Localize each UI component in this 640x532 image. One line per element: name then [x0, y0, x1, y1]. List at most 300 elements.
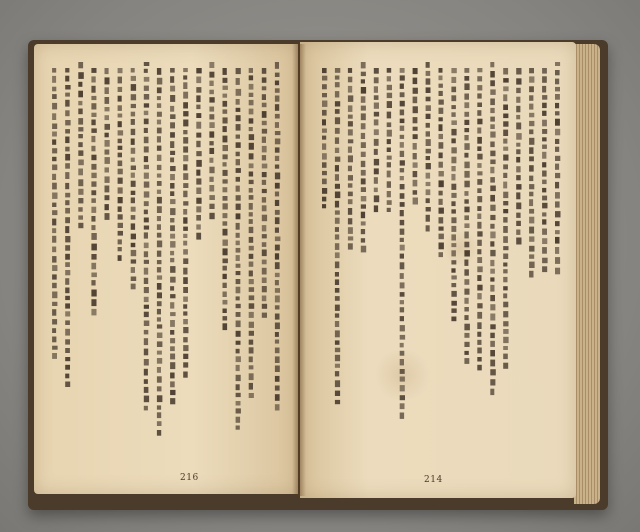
illegible-glyph: [439, 243, 444, 250]
illegible-glyph: [503, 217, 507, 223]
illegible-glyph: [400, 101, 405, 107]
illegible-glyph: [503, 201, 508, 205]
illegible-glyph: [516, 88, 521, 93]
illegible-glyph: [387, 68, 392, 73]
illegible-glyph: [516, 78, 521, 84]
illegible-glyph: [196, 141, 200, 147]
illegible-glyph: [439, 252, 444, 257]
illegible-glyph: [439, 191, 443, 196]
illegible-glyph: [262, 242, 267, 247]
illegible-glyph: [374, 139, 379, 146]
illegible-glyph: [400, 413, 404, 419]
illegible-glyph: [183, 102, 188, 108]
illegible-glyph: [262, 197, 266, 203]
illegible-glyph: [131, 284, 136, 290]
illegible-glyph: [426, 123, 430, 128]
illegible-glyph: [131, 104, 136, 108]
illegible-glyph: [529, 68, 534, 73]
illegible-glyph: [262, 146, 267, 153]
illegible-glyph: [490, 215, 495, 220]
illegible-glyph: [490, 250, 495, 256]
illegible-glyph: [387, 139, 391, 144]
illegible-glyph: [400, 184, 405, 189]
illegible-glyph: [413, 190, 418, 195]
illegible-glyph: [477, 171, 482, 175]
illegible-glyph: [348, 183, 353, 187]
illegible-glyph: [361, 133, 365, 139]
illegible-glyph: [451, 226, 456, 232]
illegible-glyph: [542, 76, 547, 83]
illegible-glyph: [322, 162, 327, 168]
illegible-glyph: [490, 186, 496, 192]
illegible-glyph: [503, 226, 508, 233]
illegible-glyph: [374, 159, 379, 166]
illegible-glyph: [52, 283, 57, 288]
illegible-glyph: [105, 107, 110, 111]
illegible-glyph: [157, 341, 163, 347]
illegible-glyph: [516, 149, 520, 154]
illegible-glyph: [555, 103, 559, 108]
illegible-glyph: [170, 225, 175, 231]
illegible-glyph: [236, 142, 241, 148]
illegible-glyph: [144, 396, 149, 403]
illegible-glyph: [170, 362, 175, 369]
illegible-glyph: [439, 162, 443, 168]
illegible-glyph: [78, 169, 83, 176]
illegible-glyph: [262, 225, 267, 231]
illegible-glyph: [335, 184, 340, 189]
illegible-glyph: [183, 304, 187, 308]
illegible-glyph: [105, 87, 109, 94]
illegible-glyph: [413, 117, 418, 123]
illegible-glyph: [503, 236, 508, 243]
illegible-glyph: [542, 120, 547, 127]
illegible-glyph: [275, 81, 279, 86]
illegible-glyph: [118, 223, 123, 228]
illegible-glyph: [413, 171, 418, 177]
illegible-glyph: [170, 151, 175, 155]
illegible-glyph: [249, 246, 254, 251]
illegible-glyph: [361, 187, 366, 192]
illegible-glyph: [335, 321, 339, 327]
illegible-glyph: [157, 128, 162, 134]
illegible-glyph: [91, 103, 96, 109]
illegible-glyph: [361, 96, 366, 103]
illegible-glyph: [262, 103, 267, 108]
illegible-glyph: [183, 362, 188, 367]
illegible-glyph: [131, 84, 136, 91]
illegible-glyph: [52, 139, 56, 144]
illegible-glyph: [144, 369, 148, 376]
illegible-glyph: [348, 86, 352, 93]
illegible-glyph: [183, 311, 187, 315]
illegible-glyph: [387, 171, 391, 178]
illegible-glyph: [335, 371, 339, 376]
illegible-glyph: [236, 312, 241, 317]
illegible-glyph: [439, 76, 443, 81]
illegible-glyph: [542, 196, 547, 201]
illegible-glyph: [451, 166, 455, 171]
illegible-glyph: [464, 307, 469, 312]
illegible-glyph: [490, 117, 495, 122]
illegible-glyph: [65, 303, 70, 308]
illegible-glyph: [236, 99, 240, 105]
illegible-glyph: [542, 103, 547, 108]
illegible-glyph: [464, 112, 469, 117]
illegible-glyph: [249, 295, 255, 300]
illegible-glyph: [374, 195, 379, 202]
illegible-glyph: [490, 142, 494, 148]
illegible-glyph: [157, 292, 162, 298]
illegible-glyph: [183, 287, 188, 293]
illegible-glyph: [196, 77, 201, 84]
illegible-glyph: [490, 341, 495, 347]
illegible-glyph: [426, 156, 430, 160]
illegible-glyph: [183, 354, 188, 359]
illegible-glyph: [196, 95, 200, 102]
illegible-glyph: [335, 288, 340, 293]
illegible-glyph: [348, 208, 352, 215]
illegible-glyph: [275, 210, 280, 215]
illegible-glyph: [322, 119, 326, 125]
illegible-glyph: [439, 124, 443, 131]
illegible-glyph: [170, 132, 175, 138]
illegible-glyph: [335, 364, 340, 368]
illegible-glyph: [464, 242, 469, 248]
illegible-glyph: [249, 254, 254, 259]
illegible-glyph: [400, 68, 405, 73]
illegible-glyph: [490, 167, 494, 174]
illegible-glyph: [400, 377, 405, 382]
illegible-glyph: [439, 208, 444, 214]
illegible-glyph: [196, 151, 201, 156]
illegible-glyph: [490, 295, 495, 301]
illegible-glyph: [361, 72, 366, 76]
illegible-glyph: [275, 288, 280, 293]
illegible-glyph: [157, 181, 162, 186]
illegible-glyph: [209, 148, 214, 154]
illegible-glyph: [236, 195, 241, 201]
illegible-glyph: [451, 147, 456, 153]
illegible-glyph: [529, 192, 533, 197]
illegible-glyph: [223, 229, 228, 236]
illegible-glyph: [413, 153, 417, 159]
illegible-glyph: [196, 188, 201, 195]
illegible-glyph: [439, 234, 444, 240]
illegible-glyph: [555, 87, 560, 92]
illegible-glyph: [335, 243, 339, 250]
illegible-glyph: [170, 373, 175, 379]
illegible-glyph: [275, 131, 281, 135]
illegible-glyph: [451, 260, 456, 264]
illegible-glyph: [503, 209, 508, 213]
illegible-glyph: [361, 113, 366, 120]
illegible-glyph: [118, 96, 122, 102]
illegible-glyph: [426, 173, 431, 179]
illegible-glyph: [516, 175, 521, 180]
illegible-glyph: [335, 82, 340, 87]
illegible-glyph: [236, 349, 240, 354]
illegible-glyph: [361, 152, 366, 157]
illegible-glyph: [262, 68, 267, 74]
illegible-glyph: [170, 86, 175, 92]
illegible-glyph: [209, 122, 214, 128]
illegible-glyph: [529, 271, 533, 278]
illegible-glyph: [374, 112, 379, 117]
illegible-glyph: [516, 230, 520, 235]
illegible-glyph: [183, 164, 187, 170]
illegible-glyph: [52, 328, 56, 333]
illegible-glyph: [490, 232, 495, 239]
illegible-glyph: [464, 181, 469, 188]
illegible-glyph: [183, 249, 188, 254]
illegible-glyph: [275, 262, 280, 269]
illegible-glyph: [157, 224, 161, 230]
illegible-glyph: [196, 68, 201, 73]
illegible-glyph: [335, 340, 340, 344]
illegible-glyph: [490, 71, 495, 78]
illegible-glyph: [451, 308, 456, 313]
illegible-glyph: [490, 205, 495, 211]
illegible-glyph: [464, 128, 469, 132]
illegible-glyph: [157, 103, 161, 108]
illegible-glyph: [275, 156, 279, 161]
illegible-glyph: [249, 134, 254, 140]
illegible-glyph: [157, 351, 162, 355]
illegible-glyph: [439, 134, 444, 139]
illegible-glyph: [118, 105, 122, 111]
illegible-glyph: [503, 246, 508, 250]
illegible-glyph: [275, 280, 279, 285]
illegible-glyph: [91, 128, 96, 133]
illegible-glyph: [170, 398, 175, 404]
illegible-glyph: [170, 354, 175, 360]
illegible-glyph: [157, 333, 163, 339]
illegible-glyph: [223, 266, 227, 271]
illegible-glyph: [542, 152, 546, 159]
illegible-glyph: [78, 179, 83, 186]
illegible-glyph: [223, 78, 228, 83]
illegible-glyph: [490, 124, 495, 129]
illegible-glyph: [275, 394, 280, 401]
illegible-glyph: [262, 121, 267, 125]
illegible-glyph: [542, 68, 547, 74]
illegible-glyph: [196, 170, 200, 176]
illegible-glyph: [223, 292, 227, 298]
illegible-glyph: [400, 254, 404, 259]
illegible-glyph: [477, 340, 481, 345]
page-number-left: 216: [180, 473, 199, 483]
illegible-glyph: [490, 360, 495, 367]
illegible-glyph: [451, 105, 456, 109]
illegible-glyph: [275, 314, 280, 320]
illegible-glyph: [144, 146, 149, 152]
illegible-glyph: [275, 296, 280, 303]
illegible-glyph: [144, 119, 149, 125]
illegible-glyph: [157, 68, 161, 75]
illegible-glyph: [236, 384, 240, 390]
illegible-glyph: [236, 375, 241, 381]
illegible-glyph: [236, 159, 240, 165]
illegible-glyph: [451, 209, 456, 213]
illegible-glyph: [477, 275, 481, 281]
illegible-glyph: [144, 103, 149, 107]
illegible-glyph: [144, 111, 149, 115]
illegible-glyph: [477, 312, 482, 319]
illegible-glyph: [516, 106, 520, 113]
illegible-glyph: [555, 164, 559, 170]
illegible-glyph: [183, 297, 188, 302]
illegible-glyph: [144, 165, 149, 169]
illegible-glyph: [400, 168, 404, 172]
illegible-glyph: [555, 182, 559, 189]
illegible-glyph: [183, 372, 188, 378]
right-page-text: [318, 58, 564, 458]
illegible-glyph: [275, 122, 279, 128]
illegible-glyph: [542, 137, 547, 141]
illegible-glyph: [275, 104, 279, 111]
illegible-glyph: [529, 165, 534, 171]
illegible-glyph: [144, 94, 149, 100]
illegible-glyph: [361, 62, 366, 68]
illegible-glyph: [555, 201, 560, 207]
illegible-glyph: [477, 240, 482, 246]
illegible-glyph: [542, 188, 546, 193]
illegible-glyph: [275, 96, 280, 102]
illegible-glyph: [65, 154, 70, 161]
illegible-glyph: [223, 117, 228, 123]
illegible-glyph: [348, 77, 352, 83]
illegible-glyph: [183, 227, 188, 231]
illegible-glyph: [236, 287, 241, 294]
illegible-glyph: [400, 385, 405, 391]
illegible-glyph: [170, 218, 174, 223]
illegible-glyph: [400, 273, 404, 279]
illegible-glyph: [157, 112, 162, 117]
illegible-glyph: [451, 157, 456, 164]
illegible-glyph: [335, 192, 340, 199]
illegible-glyph: [374, 188, 378, 193]
illegible-glyph: [451, 243, 456, 247]
illegible-glyph: [400, 245, 405, 251]
illegible-glyph: [464, 76, 469, 81]
illegible-glyph: [65, 296, 70, 300]
illegible-glyph: [275, 88, 280, 93]
illegible-glyph: [196, 178, 201, 184]
illegible-glyph: [464, 260, 468, 266]
illegible-glyph: [361, 123, 366, 129]
illegible-glyph: [236, 321, 241, 328]
illegible-glyph: [91, 68, 96, 73]
illegible-glyph: [374, 86, 378, 93]
illegible-glyph: [170, 302, 174, 308]
illegible-glyph: [335, 252, 340, 258]
illegible-glyph: [503, 114, 508, 119]
illegible-glyph: [144, 191, 150, 197]
illegible-glyph: [65, 329, 70, 336]
illegible-glyph: [236, 124, 241, 131]
illegible-glyph: [105, 68, 109, 74]
illegible-glyph: [91, 280, 95, 285]
illegible-glyph: [413, 97, 418, 104]
illegible-glyph: [91, 273, 97, 278]
page-block-edge: [574, 44, 600, 504]
illegible-glyph: [144, 260, 149, 264]
illegible-glyph: [275, 165, 279, 169]
illegible-glyph: [426, 62, 430, 68]
illegible-glyph: [555, 111, 560, 115]
illegible-glyph: [170, 199, 175, 204]
illegible-glyph: [196, 105, 200, 110]
illegible-glyph: [490, 333, 495, 338]
illegible-glyph: [529, 262, 535, 268]
illegible-glyph: [464, 102, 469, 108]
illegible-glyph: [529, 147, 533, 154]
illegible-glyph: [490, 277, 494, 281]
illegible-glyph: [65, 147, 69, 152]
illegible-glyph: [262, 234, 267, 238]
illegible-glyph: [131, 250, 137, 256]
illegible-glyph: [170, 234, 175, 239]
illegible-glyph: [236, 356, 241, 362]
illegible-glyph: [170, 141, 174, 148]
illegible-glyph: [157, 283, 162, 290]
illegible-glyph: [439, 142, 444, 149]
illegible-glyph: [65, 100, 69, 107]
illegible-glyph: [52, 265, 57, 271]
illegible-glyph: [439, 227, 444, 231]
illegible-glyph: [451, 217, 456, 223]
illegible-glyph: [262, 215, 267, 222]
illegible-glyph: [65, 193, 70, 198]
illegible-glyph: [157, 405, 161, 409]
illegible-glyph: [426, 131, 430, 136]
illegible-glyph: [144, 297, 149, 302]
illegible-glyph: [335, 76, 340, 80]
illegible-glyph: [451, 201, 455, 206]
illegible-glyph: [118, 197, 123, 203]
illegible-glyph: [196, 122, 201, 129]
illegible-glyph: [223, 274, 227, 279]
illegible-glyph: [78, 82, 82, 87]
illegible-glyph: [144, 278, 148, 284]
illegible-glyph: [516, 192, 520, 199]
illegible-glyph: [223, 283, 227, 288]
illegible-glyph: [451, 87, 456, 93]
illegible-glyph: [236, 233, 240, 238]
illegible-glyph: [105, 115, 110, 120]
illegible-glyph: [236, 152, 240, 157]
illegible-glyph: [490, 89, 495, 95]
illegible-glyph: [118, 139, 122, 144]
illegible-glyph: [52, 165, 57, 171]
illegible-glyph: [275, 114, 280, 119]
illegible-glyph: [387, 130, 392, 137]
illegible-glyph: [490, 260, 494, 266]
illegible-glyph: [322, 204, 326, 208]
illegible-glyph: [262, 111, 267, 118]
illegible-glyph: [503, 269, 507, 273]
illegible-glyph: [183, 155, 188, 161]
illegible-glyph: [65, 339, 70, 344]
illegible-glyph: [477, 249, 481, 254]
illegible-glyph: [144, 379, 148, 384]
illegible-glyph: [529, 254, 534, 258]
illegible-glyph: [236, 89, 242, 96]
illegible-glyph: [542, 129, 547, 134]
illegible-glyph: [464, 315, 468, 320]
illegible-glyph: [555, 230, 560, 234]
